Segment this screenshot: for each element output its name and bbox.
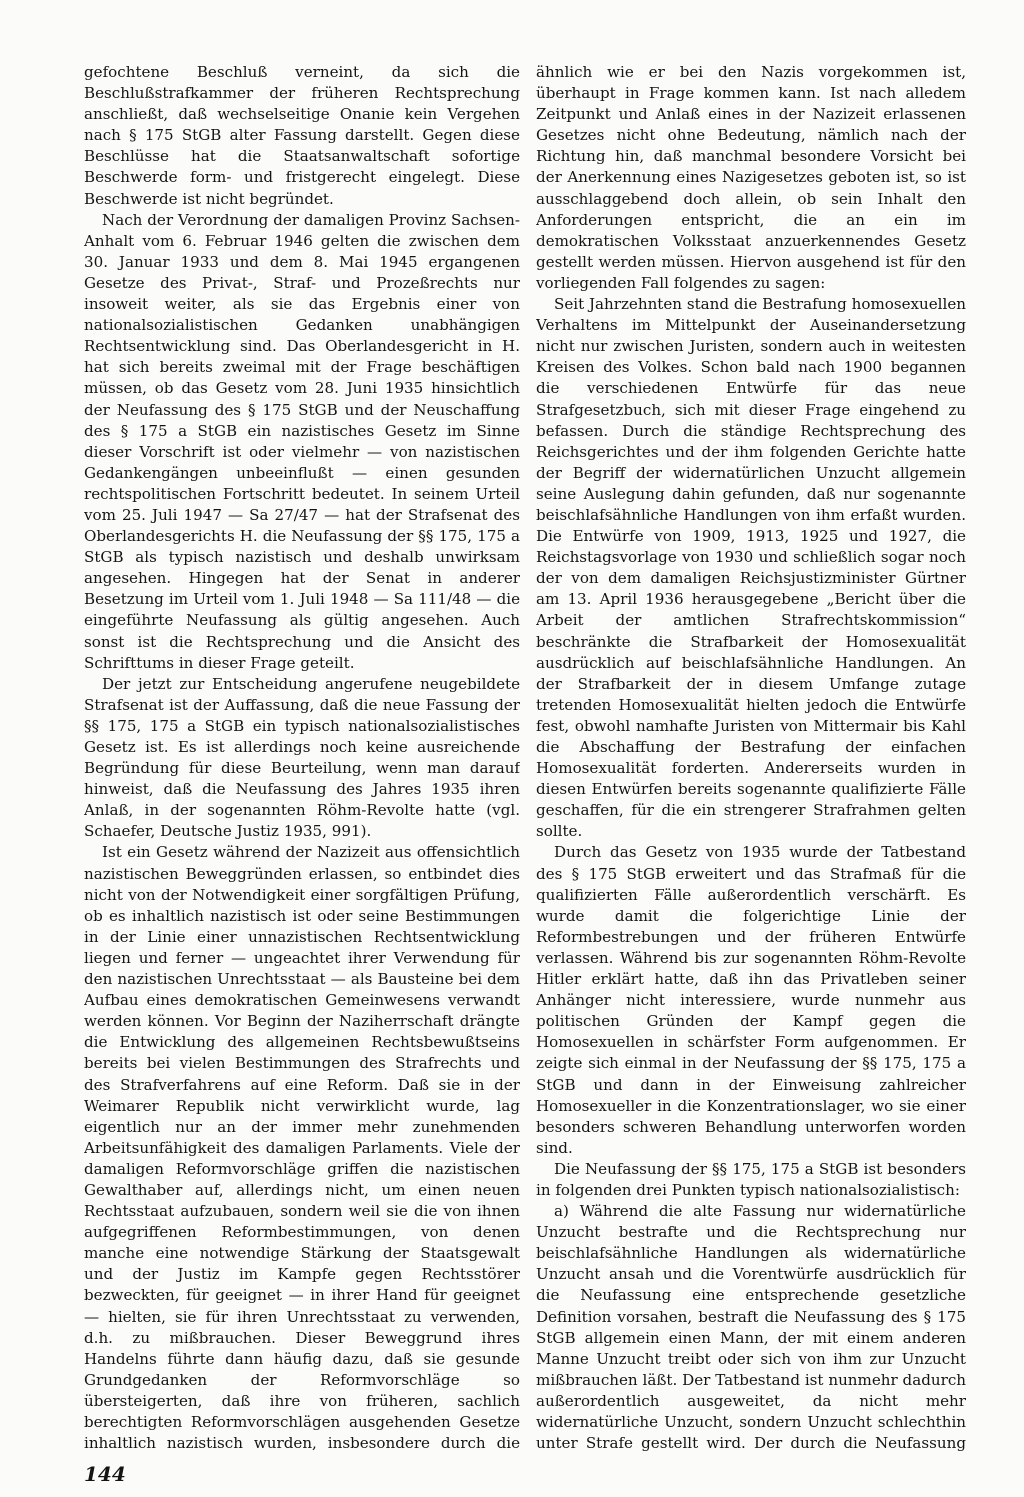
paragraph: ähnlich wie er bei den Nazis vorgekommen ist, überhaupt in Frage kommen kann. Ist nach alledem Zeitpunkt und Anlaß eines in der Nazizeit erlassenen Gesetzes nicht ohne Bedeutung, nämlich nach der Richtung hin, daß manchmal besondere Vorsicht bei der Anerkennung eines Nazigesetzes geboten ist, so ist ausschlaggebend doch allein, ob sein Inhalt den Anforderungen entspricht, die an ein im demokratischen Volksstaat anzuerkennendes Gesetz gestellt werden müssen. Hiervon ausgehend ist für den vorliegenden Fall folgendes zu sagen: <box>536 63 966 292</box>
paragraph: Ist ein Gesetz während der Nazizeit aus offensichtlich nazistischen Beweggründen erlassen, so entbindet dies nicht von der Notwendigkeit einer sorgfältigen Prüfung, ob es inhaltlich nazistisch ist oder seine Bestimmungen in der Linie einer unnazistischen Rechtsentwicklung liegen und ferner — ungeachtet ihrer Verwendung für den nazistischen Unrechtsstaat — als Bausteine bei dem Aufbau eines demokratischen Gemeinwesens verwandt werden können. Vor Beginn der Naziherrschaft drängte die Entwicklung des allgemeinen Rechtsbewußtseins bereits bei vielen Bestimmungen des Strafrechts und des Strafverfahrens auf eine Reform. Daß sie in der Weimarer Republik nicht verwirklicht wurde, lag eigentlich nur an der immer mehr zunehmenden Arbeitsunfähigkeit des damaligen Parlaments. Viele der damaligen Reformvorschläge griffen die nazistischen Gewalthaber auf, allerdings nicht, um einen neuen Rechtsstaat aufzubauen, sondern weil sie die von ihnen aufgegriffenen Reformbestimmungen, von denen manche eine notwendige Stärkung der Staatsgewalt und der Justiz im Kampfe gegen Rechtsstörer bezweckten, für geeignet — in ihrer Hand für geeignet — hielten, sie für ihren Unrechtsstaat zu verwenden, d.h. zu mißbrauchen. Dieser Beweggrund ihres Handelns führte dann häufig dazu, daß sie gesunde Grundgedanken der Reformvorschläge so übersteigerten, daß ihre von früheren, sachlich berechtigten Reformvorschlägen ausgehenden Gesetze inhaltlich nazistisch wurden, insbesondere durch die <box>84 843 520 1453</box>
paragraph: Nach der Verordnung der damaligen Provinz Sachsen-Anhalt vom 6. Februar 1946 gelten die zwischen dem 30. Januar 1933 und dem 8. Mai 1945 ergangenen Gesetze des Privat-, Straf- und Prozeßrechts nur insoweit weiter, als sie das Ergebnis einer von nationalsozialistischen Gedanken unabhängigen Rechtsentwicklung sind. Das Oberlandesgericht in H. hat sich bereits zweimal mit der Frage beschäftigen müssen, ob das Gesetz vom 28. Juni 1935 hinsichtlich der Neufassung des § 175 StGB und der Neuschaffung des § 175 a StGB ein nazistisches Gesetz im Sinne dieser Vorschrift ist oder vielmehr — von nazistischen Gedankengängen unbeeinflußt — einen gesunden rechtspolitischen Fortschritt bedeutet. In seinem Urteil vom 25. Juli 1947 — Sa 27/47 — hat der Strafsenat des Oberlandesgerichts H. die Neufassung der §§ 175, 175 a StGB als typisch nazistisch und deshalb unwirksam angesehen. Hingegen hat der Senat in anderer Besetzung im Urteil vom 1. Juli 1948 — Sa 111/48 — die eingeführte Neufassung als gültig angesehen. Auch sonst ist die Rechtsprechung und die Ansicht des Schrifttums in dieser Frage geteilt. <box>84 210 520 672</box>
right-text-column <box>536 62 966 1457</box>
paragraph: Die Neufassung der §§ 175, 175 a StGB ist besonders in folgenden drei Punkten typisch nationalsozialistisch: <box>536 1159 966 1199</box>
paragraph: gefochtene Beschluß verneint, da sich die Beschlußstrafkammer der früheren Rechtsprechung anschließt, daß wechselseitige Onanie kein Vergehen nach § 175 StGB alter Fassung darstellt. Gegen diese Beschlüsse hat die Staatsanwaltschaft sofortige Beschwerde form- und fristgerecht eingelegt. Diese Beschwerde ist nicht begründet. <box>84 63 520 208</box>
paragraph: a) Während die alte Fassung nur widernatürliche Unzucht bestrafte und die Rechtsprechung nur beischlafsähnliche Handlungen als widernatürliche Unzucht ansah und die Vorentwürfe ausdrücklich für die Neufassung eine entsprechende gesetzliche Definition vorsahen, bestraft die Neufassung des § 175 StGB allgemein einen Mann, der mit einem anderen Manne Unzucht treibt oder sich von ihm zur Unzucht mißbrauchen läßt. Der Tatbestand ist nunmehr dadurch außerordentlich ausgeweitet, da nicht mehr widernatürliche Unzucht, sondern Unzucht schlechthin unter Strafe gestellt wird. Der durch die Neufassung <box>536 1202 966 1453</box>
left-text-column <box>84 62 520 1457</box>
paragraph: Der jetzt zur Entscheidung angerufene neugebildete Strafsenat ist der Auffassung, daß die neue Fassung der §§ 175, 175 a StGB ein typisch nationalsozialistisches Gesetz ist. Es ist allerdings noch keine ausreichende Begründung für diese Beurteilung, wenn man darauf hinweist, daß die Neufassung des Jahres 1935 ihren Anlaß, in der sogenannten Röhm-Revolte hatte (vgl. Schaefer, Deutsche Justiz 1935, 991). <box>84 674 520 841</box>
paragraph: Seit Jahrzehnten stand die Bestrafung homosexuellen Verhaltens im Mittelpunkt der Auseinandersetzung nicht nur zwischen Juristen, sondern auch in weitesten Kreisen des Volkes. Schon bald nach 1900 begannen die verschiedenen Entwürfe für das neue Strafgesetzbuch, sich mit dieser Frage eingehend zu befassen. Durch die ständige Rechtsprechung des Reichsgerichtes und der ihm folgenden Gerichte hatte der Begriff der widernatürlichen Unzucht allgemein seine Auslegung dahin gefunden, daß nur sogenannte beischlafsähnliche Handlungen von ihm erfaßt wurden. Die Entwürfe von 1909, 1913, 1925 und 1927, die Reichstagsvorlage von 1930 und schließlich sogar noch der von dem damaligen Reichsjustizminister Gürtner am 13. April 1936 herausgegebene „Bericht über die Arbeit der amtlichen Strafrechtskommission“ beschränkte die Strafbarkeit der Homosexualität ausdrücklich auf beischlafsähnliche Handlungen. An der Strafbarkeit der in diesem Umfange zutage tretenden Homosexualität hielten jedoch die Entwürfe fest, obwohl namhafte Juristen von Mittermair bis Kahl die Abschaffung der Bestrafung der einfachen Homosexualität forderten. Andererseits wurden in diesen Entwürfen bereits sogenannte qualifizierte Fälle geschaffen, für die ein strengerer Strafrahmen gelten sollte. <box>536 295 966 841</box>
paragraph: Durch das Gesetz von 1935 wurde der Tatbestand des § 175 StGB erweitert und das Strafmaß für die qualifizierten Fälle außerordentlich verschärft. Es wurde damit die folgerichtige Linie der Reformbestrebungen und der früheren Entwürfe verlassen. Während bis zur sogenannten Röhm-Revolte Hitler erklärt hatte, daß ihn das Privatleben seiner Anhänger nicht interessiere, wurde nunmehr aus politischen Gründen der Kampf gegen die Homosexuellen in schärfster Form aufgenommen. Er zeigte sich einmal in der Neufassung der §§ 175, 175 a StGB und dann in der Einweisung zahlreicher Homosexueller in die Konzentrationslager, wo sie einer besonders schweren Behandlung unterworfen worden sind. <box>536 843 966 1157</box>
page-number: 144 <box>84 1462 126 1486</box>
